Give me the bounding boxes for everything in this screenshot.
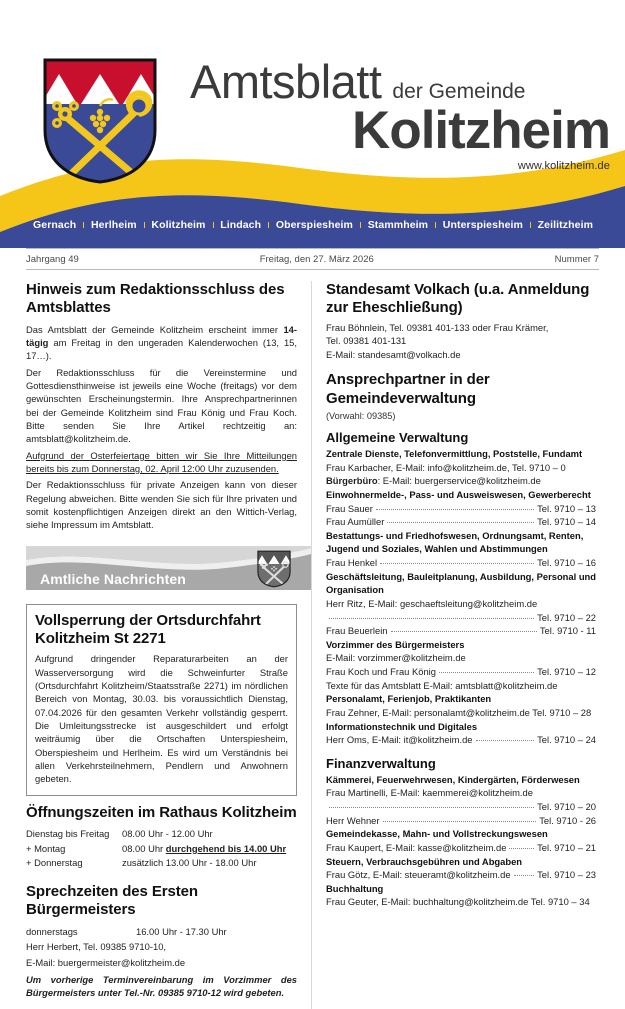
text-run: Das Amtsblatt der Gemeinde Kolitzheim erscheint immer (26, 323, 284, 335)
dot-leader (391, 631, 537, 632)
easter-deadline-notice: Aufgrund der Osterfeiertage bitten wir Sie Ihre Mitteilungen bereits bis zum Donnerstag, 02. April 12:00 Uhr zuzusenden. (26, 449, 297, 475)
contact-category-label: Kämmerei, Feuerwehrwesen, Kindergärten, Förderwesen (326, 773, 580, 785)
opening-hours-time-emphasis: durchgehend bis 14.00 Uhr (165, 842, 287, 854)
contact-detail-line: Texte für das Amtsblatt E-Mail: amtsblatt@kolitzheim.de (326, 679, 558, 691)
contact-person-row (326, 800, 596, 814)
opening-hours-day: + Donnerstag (26, 857, 83, 869)
contact-category-inline-label: Bürgerbüro (326, 475, 378, 487)
contact-person-row (326, 665, 596, 679)
village-name: Kolitzheim (151, 219, 206, 231)
consultation-day: donnerstags (26, 926, 78, 938)
road-closure-heading: Vollsperrung der Ortsdurchfahrt Kolitzheim St 2271 (35, 611, 261, 648)
village-list (33, 219, 593, 231)
contact-person-row (326, 868, 596, 882)
publication-subtitle: der Gemeinde (392, 80, 526, 103)
dot-leader (514, 875, 535, 876)
village-separator-icon (83, 222, 84, 228)
contact-detail-line: Frau Karbacher, E-Mail: info@kolitzheim.de, Tel. 9710 – 0 (326, 461, 566, 473)
left-column (26, 281, 311, 1009)
dot-leader (387, 522, 534, 523)
contact-person-name: Frau Beuerlein (326, 625, 388, 637)
contact-phone-number: Tel. 9710 – 22 (537, 611, 596, 623)
contact-phone-number: Tel. 9710 - 26 (539, 814, 596, 826)
masthead (0, 0, 625, 248)
issue-info-bar (26, 248, 599, 270)
contact-category-label: Vorzimmer des Bürgermeisters (326, 638, 465, 650)
contact-person-row (326, 841, 596, 855)
consultation-hours-row (26, 924, 297, 939)
village-name: Zeilitzheim (537, 219, 594, 231)
village-name: Lindach (220, 219, 262, 231)
opening-hours-day: Dienstag bis Freitag (26, 828, 110, 840)
redaktionsschluss-paragraph-2: Der Redaktionsschluss für die Vereinstermine und Gottesdiensthinweise ist jeweils eine Woche (freitags) vor dem gewünschten Erscheinungstermin. Ihre Ansprechpartnerinnen bei der Gemeinde Kolitzheim sind Frau König und Frau Koch. Bitte senden Sie Ihre Artikel rechtzeitig an: amtsblatt@kolitzheim.de. (26, 366, 297, 445)
village-separator-icon (213, 222, 214, 228)
contact-phone-number: Tel. 9710 – 20 (537, 801, 596, 813)
contact-person-name: Herr Wehner (326, 814, 380, 826)
consultation-time: 16.00 Uhr - 17.30 Uhr (136, 926, 227, 938)
mayor-email-line: E-Mail: buergermeister@kolitzheim.de (26, 956, 186, 968)
volume-label: Jahrgang 49 (26, 254, 79, 265)
village-separator-icon (530, 222, 531, 228)
contact-phone-number: Tel. 9710 – 12 (537, 666, 596, 678)
masthead-title-block (190, 55, 610, 172)
road-closure-body: Aufgrund dringender Reparaturarbeiten an der Wasserversorgung wird die Schweinfurter Straße (Ortsdurchfahrt Kolitzheim/Staatsstraße 2271) im nördlichen Bereich von Montag, 30.03. bis voraussichtlich Dienstag, 07.04.2026 für den gesamten Verkehr vollständig gesperrt. Die Umleitungsstrecke ist ausgeschildert und erfolgt weiträumig über die Ortschaften Unterspiesheim, Oberspiesheim und Herlheim. Es wird um Verständnis bei allen Verkehrsteilnehmern, Pendlern und Anwohnern gebeten. (35, 653, 288, 785)
contact-person-name: Frau Henkel (326, 557, 378, 569)
redaktionsschluss-heading: Hinweis zum Redaktionsschluss des Amtsblattes (26, 281, 285, 317)
contact-person-name: Herr Oms, E-Mail: it@kolitzheim.de (326, 734, 473, 746)
opening-hours-time: 08.00 Uhr durchgehend bis 14.00 Uhr (122, 842, 287, 854)
contact-category-label: Personalamt, Ferienjob, Praktikanten (326, 693, 492, 705)
spacer (326, 361, 596, 371)
village-separator-icon (435, 222, 436, 228)
consultation-hours-heading: Sprechzeiten des Ersten Bürgermeisters (26, 882, 198, 919)
dot-leader (476, 740, 535, 741)
dot-leader (439, 672, 534, 673)
village-separator-icon (360, 222, 361, 228)
text-run-bold: 14-tägig (26, 323, 297, 348)
registry-office-line-2: Tel. 09381 401-131 (326, 335, 407, 347)
contact-detail-line: Herr Ritz, E-Mail: geschaeftsleitung@kolitzheim.de (326, 597, 538, 609)
coat-of-arms-icon (41, 56, 159, 186)
general-administration-heading: Allgemeine Verwaltung (326, 430, 469, 446)
contact-person-name: Frau Aumüller (326, 516, 385, 528)
village-name: Stammheim (367, 219, 429, 231)
publication-title: Amtsblatt (190, 55, 382, 108)
general-administration-list (326, 447, 596, 747)
contact-detail-line: Bürgerbüro: E-Mail: buergerservice@kolitzheim.de (326, 475, 541, 487)
mayor-phone-line: Herr Herbert, Tel. 09385 9710-10, (26, 941, 167, 953)
road-closure-article (26, 604, 297, 796)
finance-administration-heading: Finanzverwaltung (326, 755, 436, 771)
contact-category-label: Zentrale Dienste, Telefonvermittlung, Poststelle, Fundamt (326, 448, 583, 460)
contact-person-name: Frau Kaupert, E-Mail: kasse@kolitzheim.de (326, 841, 507, 853)
appointment-notice: Um vorherige Terminvereinbarung im Vorzimmer des Bürgermeisters unter Tel.-Nr. 09385 9710-12 wird gebeten. (26, 973, 297, 998)
contact-detail-line: Frau Martinelli, E-Mail: kaemmerei@kolitzheim.de (326, 787, 533, 799)
contact-detail-line: E-Mail: vorzimmer@kolitzheim.de (326, 652, 466, 664)
contact-phone-number: Tel. 9710 – 13 (537, 502, 596, 514)
village-name: Oberspiesheim (275, 219, 353, 231)
dot-leader (376, 509, 534, 510)
website-url: www.kolitzheim.de (517, 159, 610, 172)
municipality-name: Kolitzheim (352, 101, 610, 160)
text-run: am Freitag in den ungeraden Kalenderwochen (13, 15, 17…). (26, 336, 297, 362)
contact-phone-number: Tel. 9710 - 11 (539, 625, 596, 637)
dot-leader (380, 563, 534, 564)
opening-hours-row (26, 827, 297, 842)
contact-person-row (326, 624, 596, 638)
contact-category-label: Geschäftsleitung, Bauleitplanung, Ausbildung, Personal und Organisation (326, 570, 596, 596)
opening-hours-heading: Öffnungszeiten im Rathaus Kolitzheim (26, 803, 297, 821)
contact-detail-line: Frau Zehner, E-Mail: personalamt@kolitzheim.de Tel. 9710 – 28 (326, 706, 592, 718)
contact-detail-line: Frau Geuter, E-Mail: buchhaltung@kolitzheim.de Tel. 9710 – 34 (326, 896, 590, 908)
finance-administration-list (326, 773, 596, 909)
contact-person-row (326, 814, 596, 828)
contacts-heading: Ansprechpartner in der Gemeindeverwaltung (326, 371, 490, 407)
village-separator-icon (144, 222, 145, 228)
dot-leader (509, 848, 534, 849)
contact-person-row (326, 556, 596, 570)
official-news-banner-label: Amtliche Nachrichten (40, 570, 186, 587)
right-column (311, 281, 596, 1009)
village-separator-icon (268, 222, 269, 228)
contact-category-label: Bestattungs- und Friedhofswesen, Ordnungsamt, Renten, Jugend und Soziales, Wahlen und Abstimmungen (326, 529, 584, 555)
redaktionsschluss-paragraph-1 (26, 323, 297, 363)
content-columns (26, 281, 599, 1009)
village-name: Gernach (32, 219, 77, 231)
opening-hours-row (26, 842, 297, 857)
area-code-note: (Vorwahl: 09385) (326, 411, 396, 422)
banner-coat-of-arms-icon (254, 550, 294, 588)
village-name: Unterspiesheim (442, 219, 523, 231)
contact-person-row (326, 515, 596, 529)
issue-date: Freitag, den 27. März 2026 (259, 254, 374, 265)
official-news-banner (26, 546, 311, 594)
issue-number: Nummer 7 (554, 254, 599, 265)
opening-hours-table (26, 827, 297, 871)
opening-hours-day: + Montag (26, 842, 66, 854)
dot-leader (383, 821, 537, 822)
opening-hours-row (26, 856, 297, 871)
consultation-hours-block (26, 924, 297, 969)
village-name: Herlheim (90, 219, 137, 231)
contact-phone-number: Tel. 9710 – 16 (537, 557, 596, 569)
contact-phone-number: Tel. 9710 – 14 (537, 516, 596, 528)
registry-office-line-3: E-Mail: standesamt@volkach.de (326, 348, 461, 360)
contact-phone-number: Tel. 9710 – 21 (537, 841, 596, 853)
opening-hours-time: 08.00 Uhr - 12.00 Uhr (122, 828, 213, 840)
dot-leader (329, 618, 534, 619)
redaktionsschluss-paragraph-4: Der Redaktionsschluss für private Anzeigen kann von dieser Regelung abweichen. Bitte wenden Sie sich für Ihre privaten und somit kostenpflichtigen Anzeigen direkt an den Wittich-Verlag, siehe Impressum im Amtsblatt. (26, 479, 297, 531)
contact-phone-number: Tel. 9710 – 24 (537, 734, 596, 746)
contact-category-label: Gemeindekasse, Mahn- und Vollstreckungswesen (326, 828, 548, 840)
contact-person-name: Frau Koch und Frau König (326, 666, 436, 678)
registry-office-line-1: Frau Böhnlein, Tel. 09381 401-133 oder Frau Krämer, (326, 321, 549, 333)
contact-person-name: Frau Sauer (326, 502, 373, 514)
contact-phone-number: Tel. 9710 – 23 (537, 869, 596, 881)
contact-person-row (326, 611, 596, 625)
dot-leader (329, 807, 534, 808)
contact-category-label: Buchhaltung (326, 882, 384, 894)
contact-category-label: Einwohnermelde-, Pass- und Ausweiswesen, Gewerberecht (326, 488, 591, 500)
contact-category-label: Steuern, Verbrauchsgebühren und Abgaben (326, 855, 523, 867)
registry-office-heading: Standesamt Volkach (u.a. Anmeldung zur Eheschließung) (326, 281, 590, 317)
contact-person-row (326, 733, 596, 747)
contact-person-row (326, 502, 596, 516)
opening-hours-time: zusätzlich 13.00 Uhr - 18.00 Uhr (122, 857, 257, 869)
contact-category-label: Informationstechnik und Digitales (326, 720, 478, 732)
contact-person-name: Frau Götz, E-Mail: steueramt@kolitzheim.de (326, 869, 511, 881)
